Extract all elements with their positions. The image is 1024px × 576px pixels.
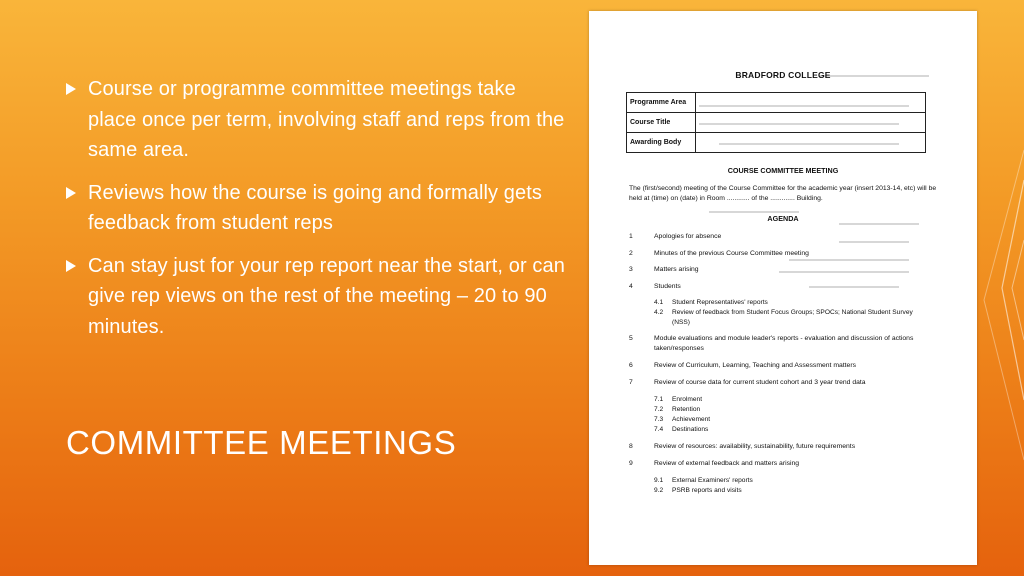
scan-bleed-mark [789, 259, 909, 261]
table-cell [696, 133, 926, 153]
agenda-subtext: Achievement [672, 416, 711, 423]
table-row [627, 93, 926, 113]
bullet-item [66, 251, 566, 343]
document-intro: The (first/second) meeting of the Course Committee for the academic year (insert 2013-14, etc) will be held at (time) on (date) in Room ............ of the ............. Building. [629, 185, 937, 202]
agenda-subnumber: 7.1 [654, 396, 664, 403]
table-cell [696, 93, 926, 113]
agenda-text: Module evaluations and module leader's reports - evaluation and discussion of actions taken/responses [654, 335, 914, 352]
agenda-text: Review of course data for current student cohort and 3 year trend data [654, 379, 866, 386]
agenda-subnumber: 7.2 [654, 406, 664, 413]
table-label: Programme Area [627, 93, 696, 113]
slide-title: COMMITTEE MEETINGS [66, 424, 457, 461]
document-info-table [626, 92, 926, 153]
bullet-text: Course or programme committee meetings take place once per term, involving staff and reps from the same area. [88, 78, 565, 161]
agenda-subnumber: 9.2 [654, 487, 664, 494]
agenda-number: 4 [629, 283, 633, 290]
bullet-list [66, 74, 566, 354]
table-cell [696, 113, 926, 133]
agenda-number: 6 [629, 362, 633, 369]
bullet-text: Can stay just for your rep report near the start, or can give rep views on the rest of the meeting – 20 to 90 minutes. [88, 254, 565, 338]
agenda-subnumber: 4.1 [654, 299, 664, 306]
bullet-item [66, 178, 566, 239]
agenda-text: Review of external feedback and matters arising [654, 460, 800, 467]
bullet-text: Reviews how the course is going and formally gets feedback from student reps [88, 181, 543, 234]
table-label: Awarding Body [627, 133, 696, 153]
agenda-subtext: Destinations [672, 426, 709, 433]
agenda-text: Review of Curriculum, Learning, Teaching and Assessment matters [654, 362, 856, 369]
agenda-subnumber: 7.3 [654, 416, 664, 423]
agenda-title: AGENDA [767, 214, 799, 223]
agenda-number: 9 [629, 460, 633, 467]
agenda-text: Minutes of the previous Course Committee meeting [654, 250, 809, 257]
agenda-subnumber: 7.4 [654, 426, 664, 433]
table-row [627, 113, 926, 133]
bullet-item [66, 74, 566, 166]
agenda-text: Students [654, 283, 681, 290]
agenda-subtext: External Examiners' reports [672, 477, 753, 484]
document-subtitle: COURSE COMMITTEE MEETING [727, 166, 839, 175]
agenda-subnumber: 4.2 [654, 309, 664, 316]
agenda-subtext: Enrolment [672, 396, 703, 403]
agenda-text: Apologies for absence [654, 233, 722, 240]
agenda-subtext: Review of feedback from Student Focus Groups; SPOCs; National Student Survey (NSS) [672, 309, 913, 326]
triangle-bullet-icon [66, 83, 88, 95]
agenda-number: 1 [629, 233, 633, 240]
agenda-number: 7 [629, 379, 633, 386]
table-label: Course Title [627, 113, 696, 133]
agenda-number: 8 [629, 443, 633, 450]
table-row [627, 133, 926, 153]
agenda-subtext: Retention [672, 406, 701, 413]
agenda-text: Matters arising [654, 266, 699, 273]
triangle-bullet-icon [66, 187, 88, 199]
triangle-bullet-icon [66, 260, 88, 272]
document-header: BRADFORD COLLEGE [735, 70, 831, 80]
agenda-number: 5 [629, 335, 633, 342]
agenda-text: Review of resources: availability, sustainability, future requirements [654, 443, 856, 450]
agenda-subtext: Student Representatives' reports [672, 299, 768, 306]
agenda-subtext: PSRB reports and visits [672, 487, 742, 494]
scanned-document [589, 11, 977, 565]
scan-bleed-mark [839, 223, 919, 225]
agenda-subnumber: 9.1 [654, 477, 664, 484]
agenda-number: 2 [629, 250, 633, 257]
agenda-number: 3 [629, 266, 633, 273]
scan-bleed-mark [709, 211, 799, 213]
